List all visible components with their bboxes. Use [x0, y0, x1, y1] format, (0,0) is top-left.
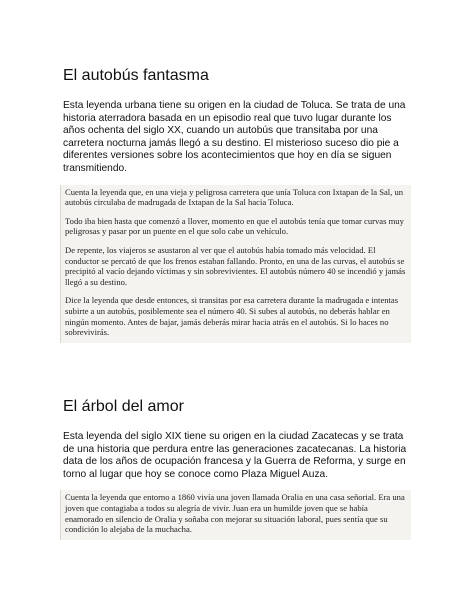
quote-paragraph: Todo iba bien hasta que comenzó a llover, momento en que el autobús tenía que tomar curvas muy peligrosas y pasar por un puente en el que solo cabe un vehículo. — [65, 215, 404, 237]
legend-section-arbol — [63, 397, 411, 540]
section-title: El árbol del amor — [63, 398, 184, 415]
legend-quote-block — [60, 185, 411, 343]
quote-paragraph: Dice la leyenda que desde entonces, si transitas por esa carretera durante la madrugada e intentas subirte a un autobús, posiblemente sea el número 40. Si subes al autobús, no deberás hablar en ningún momento. Antes de bajar, jamás deberás mirar hacia atrás en el autobús. Si lo haces no sobrevivirás. — [65, 295, 399, 338]
section-intro: Esta leyenda del siglo XIX tiene su origen en la ciudad Zacatecas y se trata de una historia que perdura entre las generaciones zacatecanas. La historia data de los años de ocupación francesa y la Guerra de Reforma, y surge en torno al lugar que hoy se conoce como Plaza Miguel Auza. — [63, 431, 407, 480]
legend-section-autobus — [63, 66, 411, 343]
section-title: El autobús fantasma — [63, 67, 209, 84]
quote-paragraph: De repente, los viajeros se asustaron al ver que el autobús había tomado más velocidad. El conductor se percató de que los frenos estaban fallando. Pronto, en una de las curvas, el autobús se precipitó al vacío dejando víctimas y sin sobrevivientes. El autobús número 40 se incendió y jamás llegó a su destino. — [65, 244, 406, 287]
section-intro: Esta leyenda urbana tiene su origen en la ciudad de Toluca. Se trata de una historia aterradora basada en un episodio real que tuvo lugar durante los años ochenta del siglo XX, cuando un autobús que transitaba por una carretera nocturna jamás llegó a su destino. El misterioso suceso dio pie a diferentes versiones sobre los acontecimientos que hoy en día se siguen transmitiendo. — [63, 100, 406, 174]
legend-quote-block — [60, 490, 411, 539]
quote-paragraph: Cuenta la leyenda que, en una vieja y peligrosa carretera que unía Toluca con Ixtapan de la Sal, un autobús circulaba de madrugada de Ixtapan de la Sal hacia Toluca. — [65, 186, 404, 208]
quote-paragraph: Cuenta la leyenda que entorno a 1860 vivía una joven llamada Oralia en una casa señorial. Era una joven que contagiaba a todos su alegría de vivir. Juan era un humilde joven que se había enamorado en silencio de Oralia y soñaba con mejorar su situación laboral, pues sentía que su condición lo alejaba de la muchacha. — [65, 492, 405, 535]
